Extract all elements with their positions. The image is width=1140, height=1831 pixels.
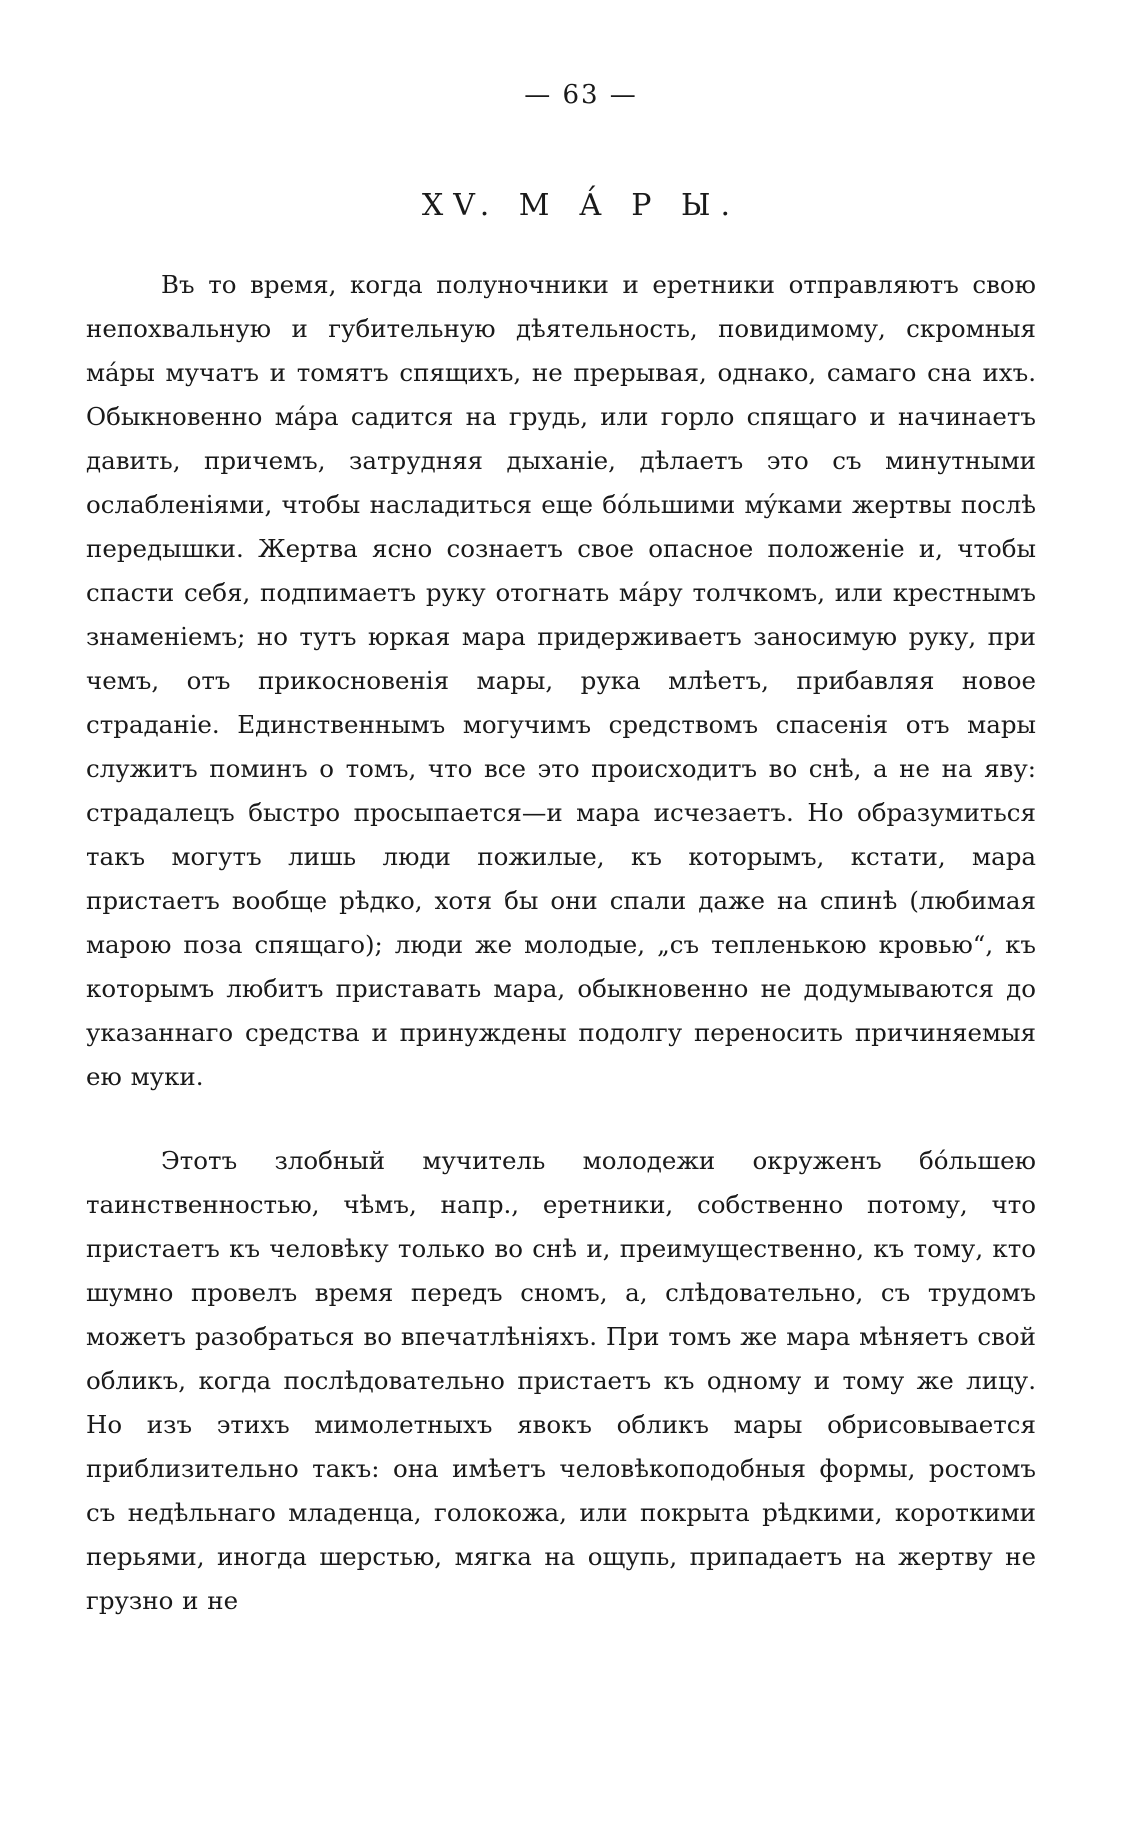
paragraph-2: Этотъ злобный мучитель молодежи окруженъ бóльшею таинственностью, чѣмъ, напр., еретники, собственно потому, что пристаетъ къ человѣку только во снѣ и, преимущественно, къ тому, кто шумно провелъ время передъ сномъ, а, слѣдовательно, съ трудомъ можетъ разобраться во впечатлѣніяхъ. При томъ же мара мѣняетъ свой обликъ, когда послѣдовательно пристаетъ къ одному и тому же лицу. Но изъ этихъ мимолетныхъ явокъ обликъ мары обрисовывается приблизительно такъ: она имѣетъ человѣкоподобныя формы, ростомъ съ недѣльнаго младенца, голокожа, или покрыта рѣдкими, короткими перьями, иногда шерстью, мягка на ощупь, припадаетъ на жертву не грузно и не [86, 1146, 1036, 1615]
chapter-title: XV. М А́ Р Ы. [421, 188, 741, 223]
book-page [86, 80, 1036, 1623]
paragraph-1: Въ то время, когда полуночники и еретники отправляютъ свою непохвальную и губительную дѣятельность, повидимому, скромныя мáры мучатъ и томятъ спящихъ, не прерывая, однако, самаго сна ихъ. Обыкновенно мáра садится на грудь, или горло спящаго и начинаетъ давить, причемъ, затрудняя дыханіе, дѣлаетъ это съ минутными ослабленіями, чтобы насладиться еще бóльшими мýками жертвы послѣ передышки. Жертва ясно сознаетъ свое опасное положеніе и, чтобы спасти себя, подпимаетъ руку отогнать мáру толчкомъ, или крестнымъ знаменіемъ; но тутъ юркая мара придерживаетъ заносимую руку, при чемъ, отъ прикосновенія мары, рука млѣетъ, прибавляя новое страданіе. Единственнымъ могучимъ средствомъ спасенія отъ мары служитъ поминъ о томъ, что все это происходитъ во снѣ, а не на яву: страдалецъ быстро просыпается—и мара исчезаетъ. Но образумиться такъ могутъ лишь люди пожилые, къ которымъ, кстати, мара пристаетъ вообще рѣдко, хотя бы они спали даже на спинѣ (любимая марою поза спящаго); люди же молодые, „съ тепленькою кровью“, къ которымъ любитъ приставать мара, обыкновенно не додумываются до указаннаго средства и принуждены подолгу переносить причиняемыя ею муки. [86, 270, 1036, 1091]
page-number: — 63 — [524, 80, 638, 110]
